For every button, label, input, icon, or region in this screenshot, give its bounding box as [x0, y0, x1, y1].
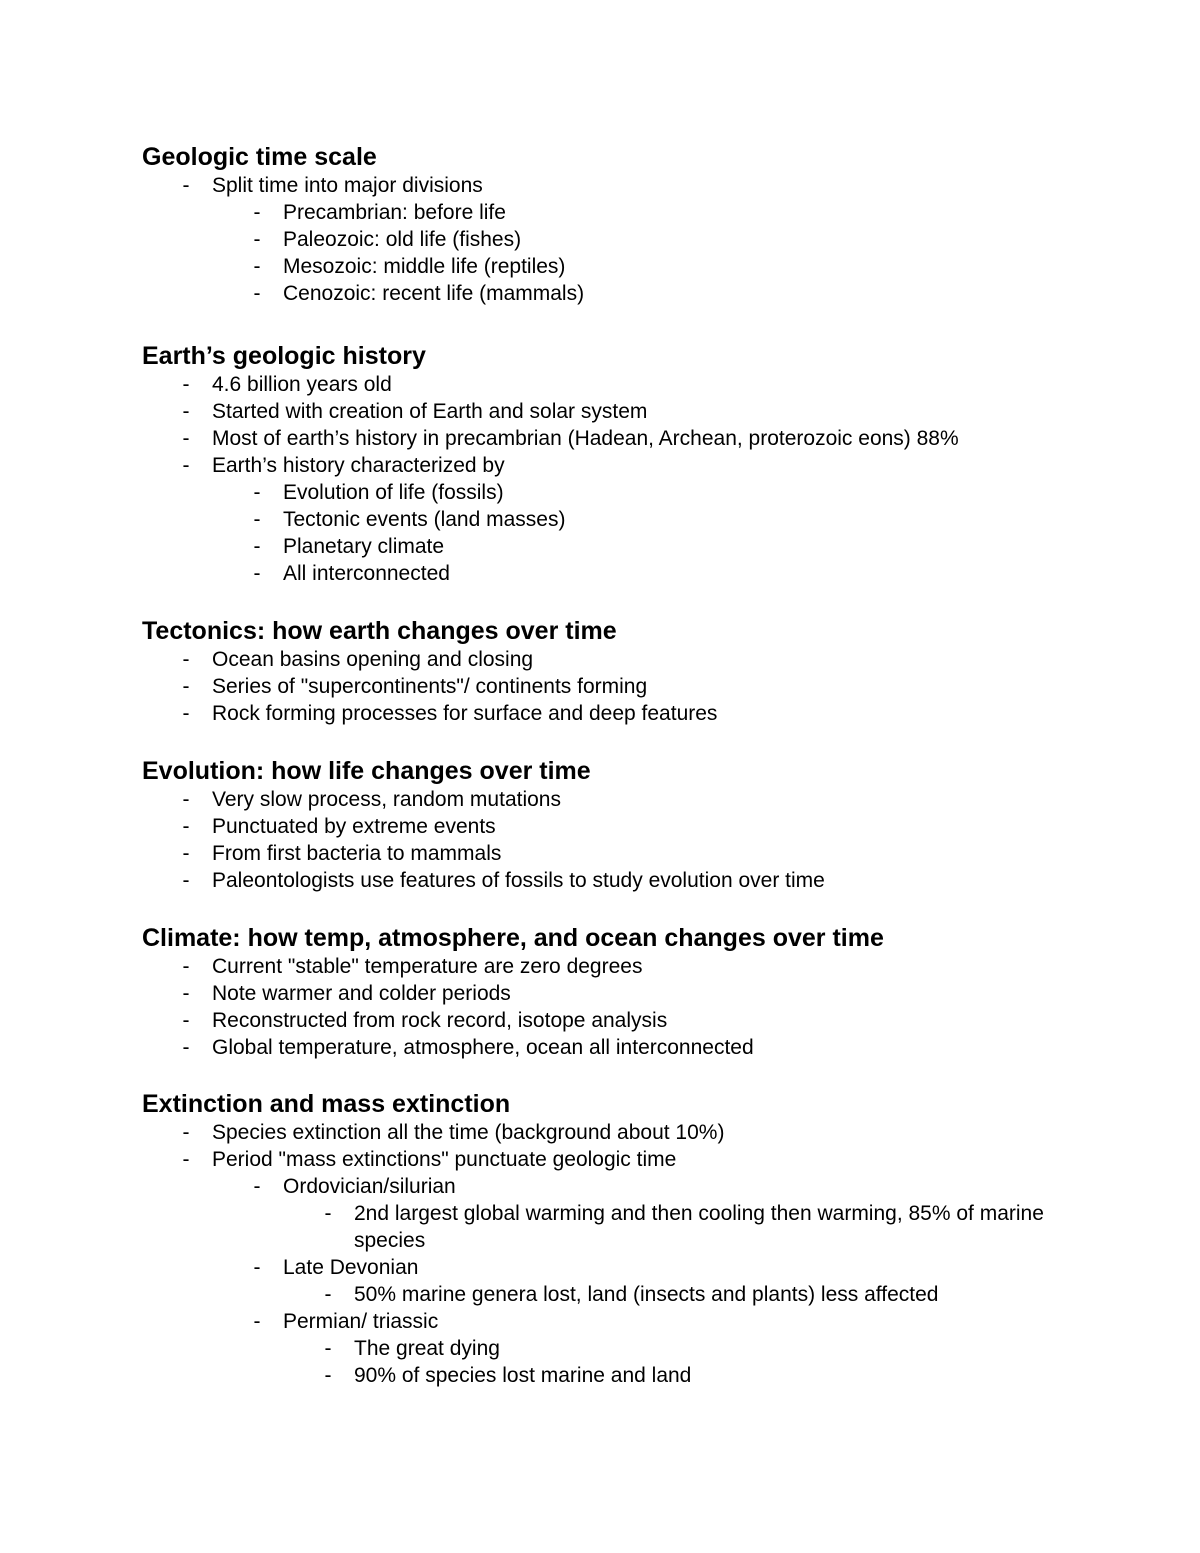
section-extinction: [142, 1089, 1082, 1389]
dash-bullet: -: [182, 373, 190, 396]
bullet-list: [142, 786, 1082, 894]
list-item: [142, 479, 1082, 506]
list-item-text: Period "mass extinctions" punctuate geologic time: [212, 1148, 677, 1171]
dash-bullet: -: [182, 1121, 190, 1144]
list-item-text: Species extinction all the time (background about 10%): [212, 1121, 725, 1144]
dash-bullet: -: [182, 815, 190, 838]
list-item-text: Planetary climate: [283, 535, 445, 558]
dash-bullet: -: [182, 675, 190, 698]
list-item-text: Permian/ triassic: [283, 1310, 439, 1333]
list-item: [142, 813, 1082, 840]
dash-bullet: -: [253, 481, 261, 504]
bullet-list: [142, 172, 1082, 307]
dash-bullet: -: [182, 955, 190, 978]
list-item-text: Mesozoic: middle life (reptiles): [283, 255, 566, 278]
list-item-text: Earth’s history characterized by: [212, 454, 505, 477]
dash-bullet: -: [182, 788, 190, 811]
list-item-text: Cenozoic: recent life (mammals): [283, 282, 585, 305]
dash-bullet: -: [253, 201, 261, 224]
list-item: [142, 1362, 1082, 1389]
list-item-text: Started with creation of Earth and solar system: [212, 400, 648, 423]
dash-bullet: -: [253, 562, 261, 585]
list-item: [142, 786, 1082, 813]
dash-bullet: -: [253, 535, 261, 558]
list-item: [142, 1146, 1082, 1173]
list-item: [142, 1281, 1082, 1308]
list-item-text: Current "stable" temperature are zero degrees: [212, 955, 643, 978]
list-item: [142, 253, 1082, 280]
dash-bullet: -: [253, 1310, 261, 1333]
bullet-list: [142, 1119, 1082, 1389]
dash-bullet: -: [182, 427, 190, 450]
list-item: [142, 1335, 1082, 1362]
list-item-text: The great dying: [354, 1337, 500, 1360]
list-item-text: All interconnected: [283, 562, 450, 585]
section-evolution: [142, 756, 1082, 894]
list-item: [142, 867, 1082, 894]
list-item: [142, 1173, 1082, 1200]
list-item-text: Global temperature, atmosphere, ocean all interconnected: [212, 1036, 754, 1059]
list-item: [142, 452, 1082, 479]
list-item: [142, 371, 1082, 398]
list-item: [142, 1308, 1082, 1335]
list-item-text: Ordovician/silurian: [283, 1175, 456, 1198]
dash-bullet: -: [182, 702, 190, 725]
list-item: [142, 280, 1082, 307]
section-geologic-time-scale: [142, 142, 1082, 307]
list-item-text: 2nd largest global warming and then cooling then warming, 85% of marine species: [354, 1202, 1044, 1252]
list-item: [142, 533, 1082, 560]
list-item: [142, 646, 1082, 673]
section-earths-geologic-history: [142, 341, 1082, 587]
list-item: [142, 953, 1082, 980]
dash-bullet: -: [182, 648, 190, 671]
list-item: [142, 425, 1082, 452]
dash-bullet: -: [182, 869, 190, 892]
dash-bullet: -: [253, 1175, 261, 1198]
list-item-text: Evolution of life (fossils): [283, 481, 504, 504]
list-item: [142, 1254, 1082, 1281]
list-item: [142, 560, 1082, 587]
list-item-text: Ocean basins opening and closing: [212, 648, 534, 671]
dash-bullet: -: [182, 174, 190, 197]
list-item: [142, 199, 1082, 226]
dash-bullet: -: [182, 454, 190, 477]
list-item-text: Reconstructed from rock record, isotope analysis: [212, 1009, 668, 1032]
section-heading: Tectonics: how earth changes over time: [142, 617, 617, 645]
section-heading: Extinction and mass extinction: [142, 1090, 511, 1118]
list-item: [142, 840, 1082, 867]
dash-bullet: -: [253, 508, 261, 531]
list-item: [142, 673, 1082, 700]
list-item: [142, 700, 1082, 727]
list-item-text: 50% marine genera lost, land (insects and plants) less affected: [354, 1283, 939, 1306]
section-climate: [142, 923, 1082, 1061]
dash-bullet: -: [182, 1009, 190, 1032]
section-heading: Evolution: how life changes over time: [142, 757, 591, 785]
dash-bullet: -: [253, 255, 261, 278]
bullet-list: [142, 646, 1082, 727]
list-item-text: Rock forming processes for surface and deep features: [212, 702, 718, 725]
list-item-text: Most of earth’s history in precambrian (Hadean, Archean, proterozoic eons) 88%: [212, 427, 959, 450]
list-item-text: Precambrian: before life: [283, 201, 506, 224]
dash-bullet: -: [182, 1036, 190, 1059]
section-heading: Earth’s geologic history: [142, 342, 426, 370]
list-item: [142, 1007, 1082, 1034]
list-item-text: Tectonic events (land masses): [283, 508, 566, 531]
dash-bullet: -: [182, 842, 190, 865]
list-item-text: Late Devonian: [283, 1256, 419, 1279]
dash-bullet: -: [253, 282, 261, 305]
list-item-text: Very slow process, random mutations: [212, 788, 561, 811]
list-item-text: Series of "supercontinents"/ continents forming: [212, 675, 648, 698]
list-item-text: Note warmer and colder periods: [212, 982, 511, 1005]
list-item-text: 4.6 billion years old: [212, 373, 392, 396]
dash-bullet: -: [324, 1283, 332, 1306]
list-item-text: 90% of species lost marine and land: [354, 1364, 692, 1387]
list-item: [142, 1034, 1082, 1061]
list-item: [142, 980, 1082, 1007]
section-heading: Climate: how temp, atmosphere, and ocean changes over time: [142, 924, 884, 952]
list-item-text: From first bacteria to mammals: [212, 842, 502, 865]
dash-bullet: -: [253, 1256, 261, 1279]
list-item: [142, 226, 1082, 253]
section-tectonics: [142, 616, 1082, 727]
list-item: [142, 506, 1082, 533]
dash-bullet: -: [324, 1202, 332, 1225]
dash-bullet: -: [324, 1337, 332, 1360]
dash-bullet: -: [253, 228, 261, 251]
dash-bullet: -: [182, 400, 190, 423]
list-item-text: Paleozoic: old life (fishes): [283, 228, 522, 251]
list-item: [142, 172, 1082, 199]
list-item: [142, 398, 1082, 425]
list-item: [142, 1200, 1054, 1254]
bullet-list: [142, 371, 1082, 587]
bullet-list: [142, 953, 1082, 1061]
section-heading: Geologic time scale: [142, 143, 377, 171]
dash-bullet: -: [182, 1148, 190, 1171]
dash-bullet: -: [182, 982, 190, 1005]
list-item-text: Paleontologists use features of fossils to study evolution over time: [212, 869, 825, 892]
dash-bullet: -: [324, 1364, 332, 1387]
list-item-text: Split time into major divisions: [212, 174, 483, 197]
list-item: [142, 1119, 1082, 1146]
list-item-text: Punctuated by extreme events: [212, 815, 496, 838]
